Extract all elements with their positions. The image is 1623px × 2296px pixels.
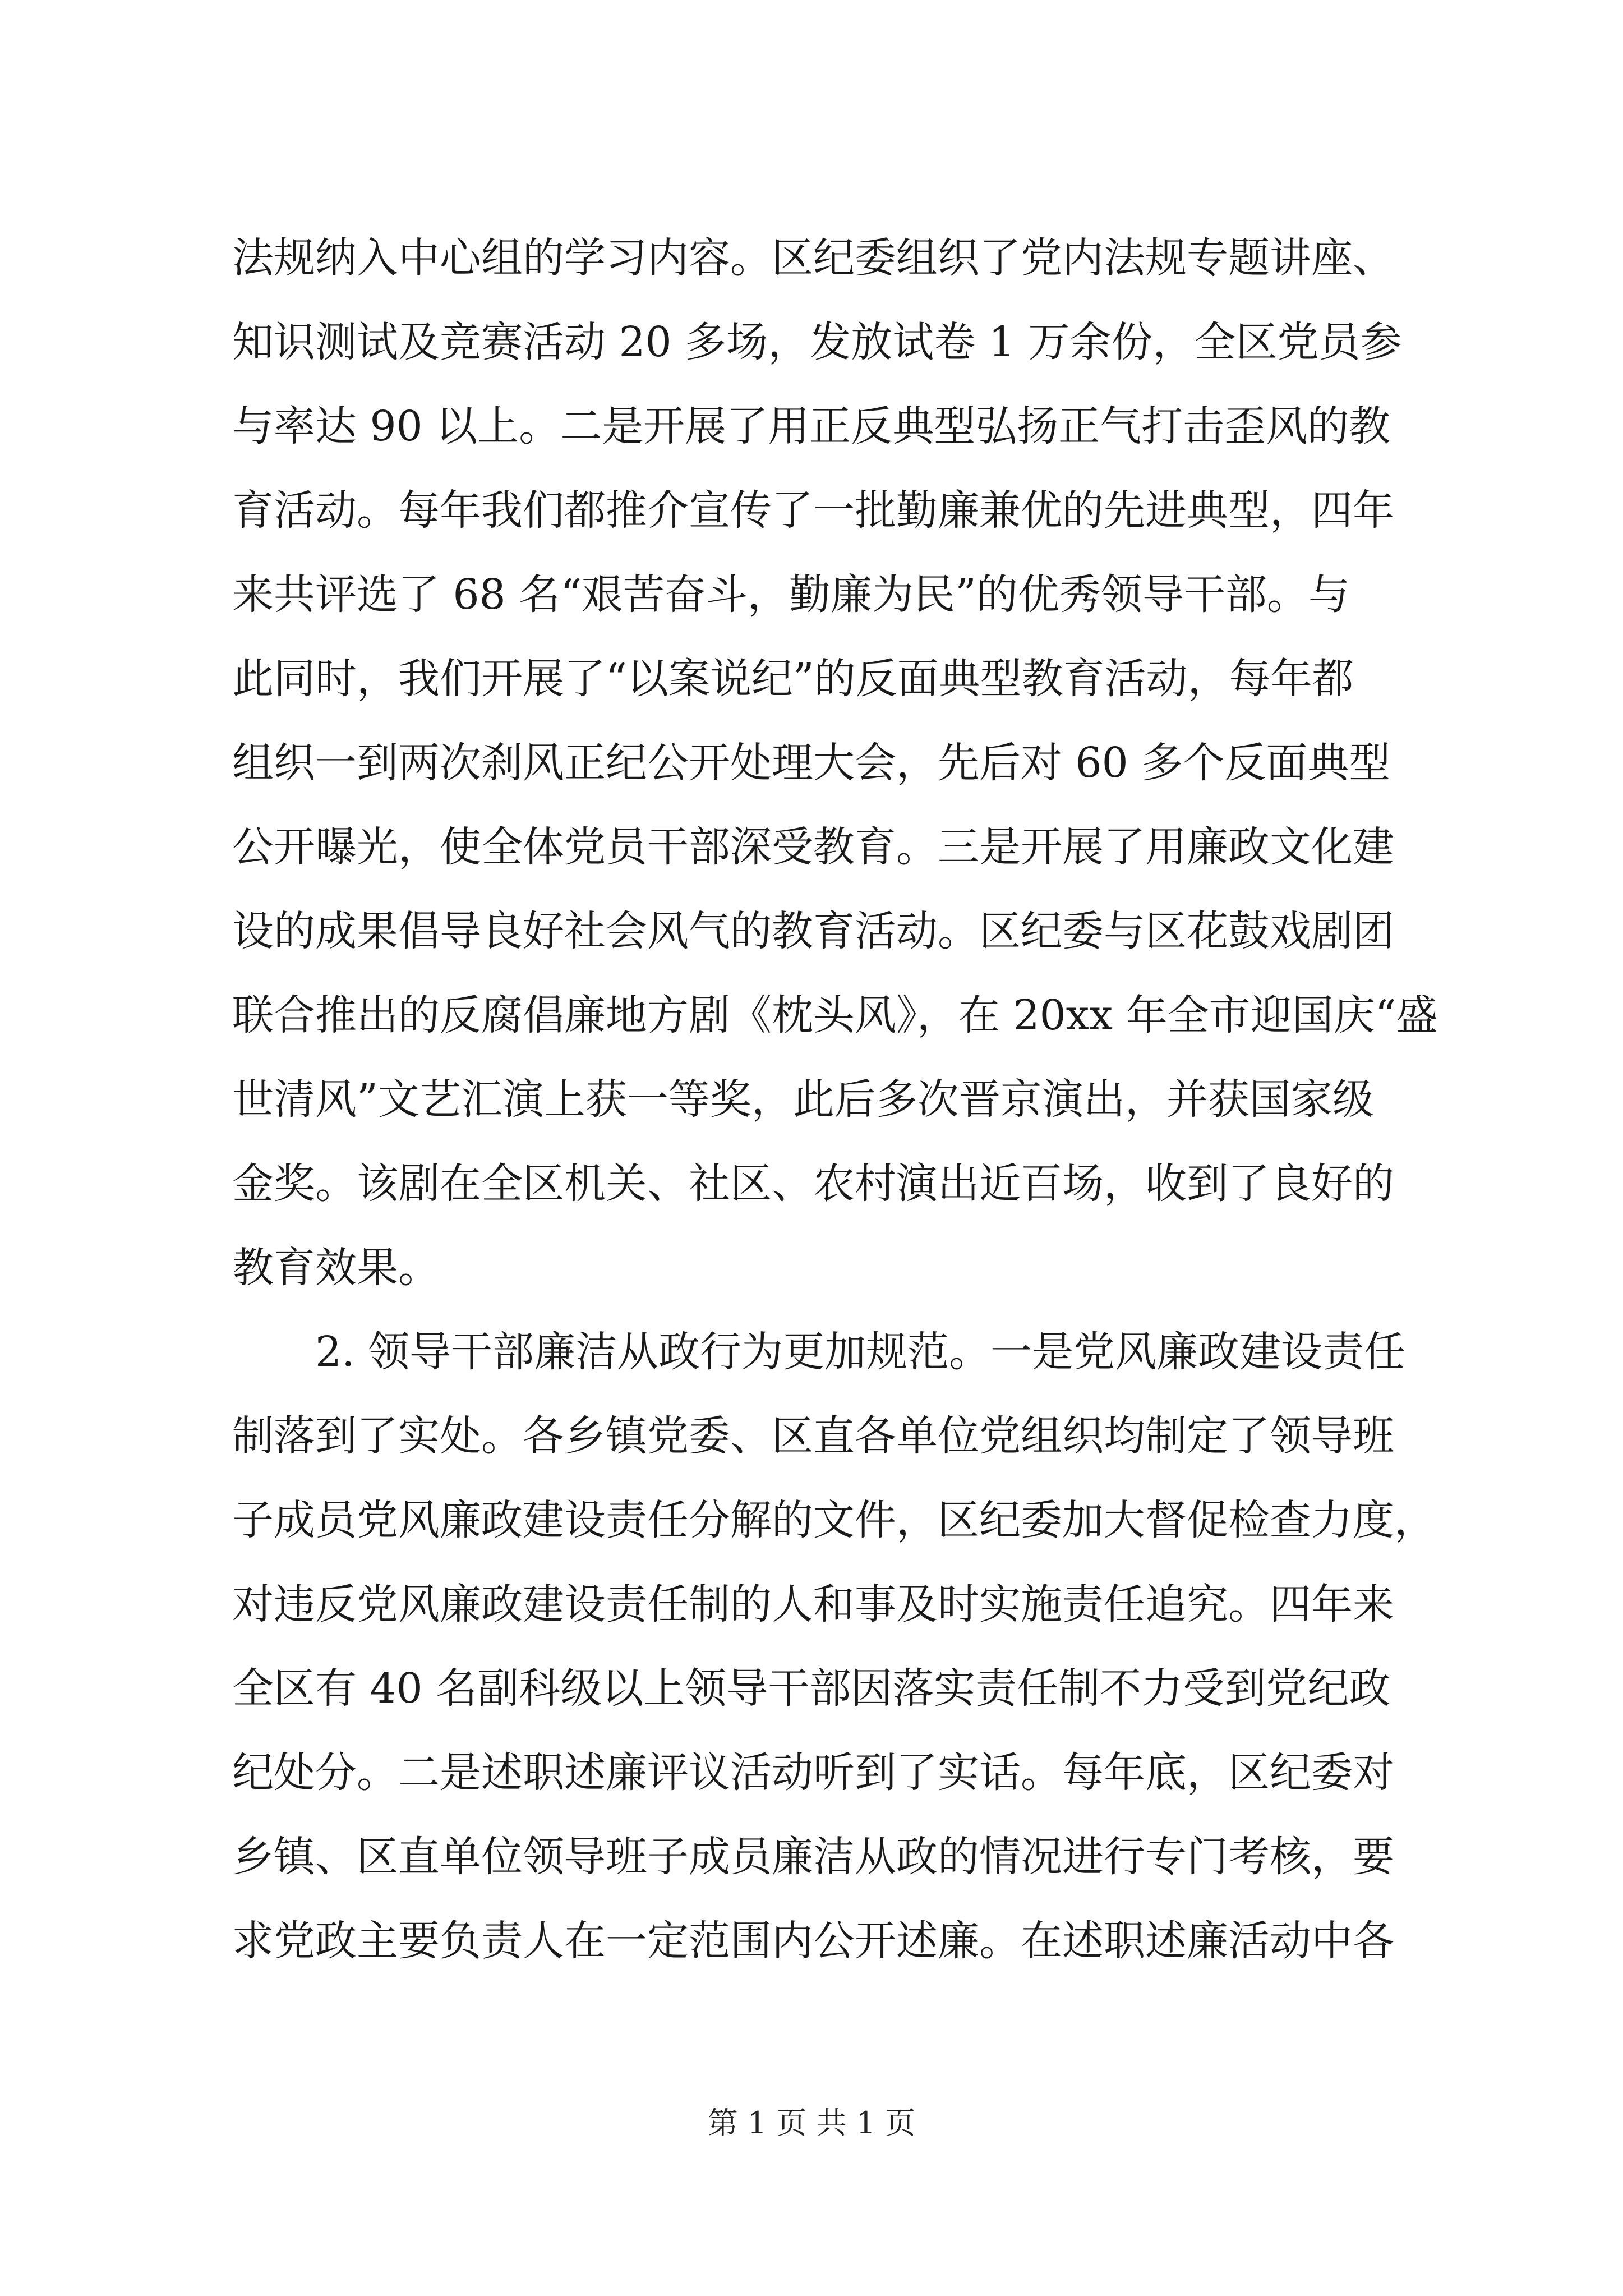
text-line: 子成员党风廉政建设责任分解的文件，区纪委加大督促检查力度， [232,1496,1436,1544]
text-line: 此同时，我们开展了“以案说纪”的反面典型教育活动，每年都 [232,655,1354,703]
text-line: 乡镇、区直单位领导班子成员廉洁从政的情况进行专门考核，要 [232,1833,1394,1881]
text-line: 知识测试及竞赛活动 20 多场，发放试卷 1 万余份，全区党员参 [232,318,1402,366]
text-line: 与率达 90 以上。二是开展了用正反典型弘扬正气打击歪风的教 [232,402,1391,450]
text-line: 组织一到两次刹风正纪公开处理大会，先后对 60 多个反面典型 [232,739,1391,787]
text-line: 世清风”文艺汇演上获一等奖，此后多次晋京演出，并获国家级 [232,1075,1374,1124]
text-line: 来共评选了 68 名“艰苦奋斗，勤廉为民”的优秀领导干部。与 [232,570,1350,619]
text-line: 法规纳入中心组的学习内容。区纪委组织了党内法规专题讲座、 [232,234,1394,282]
paragraph-first-line: 2. 领导干部廉洁从政行为更加规范。一是党风廉政建设责任 [315,1328,1406,1376]
text-line: 教育效果。 [232,1244,440,1292]
page-number-footer: 第 1 页 共 1 页 [707,2105,916,2141]
text-line: 联合推出的反腐倡廉地方剧《枕头风》，在 20xx 年全市迎国庆“盛 [232,991,1438,1039]
text-line: 育活动。每年我们都推介宣传了一批勤廉兼优的先进典型，四年 [232,486,1394,535]
text-line: 公开曝光，使全体党员干部深受教育。三是开展了用廉政文化建 [232,823,1394,871]
text-line: 全区有 40 名副科级以上领导干部因落实责任制不力受到党纪政 [232,1664,1391,1713]
text-line: 设的成果倡导良好社会风气的教育活动。区纪委与区花鼓戏剧团 [232,907,1394,955]
text-line: 纪处分。二是述职述廉评议活动听到了实话。每年底，区纪委对 [232,1749,1394,1797]
text-line: 对违反党风廉政建设责任制的人和事及时实施责任追究。四年来 [232,1580,1394,1628]
text-line: 求党政主要负责人在一定范围内公开述廉。在述职述廉活动中各 [232,1917,1394,1965]
text-line: 金奖。该剧在全区机关、社区、农村演出近百场，收到了良好的 [232,1159,1394,1208]
text-line: 制落到了实处。各乡镇党委、区直各单位党组织均制定了领导班 [232,1412,1394,1460]
